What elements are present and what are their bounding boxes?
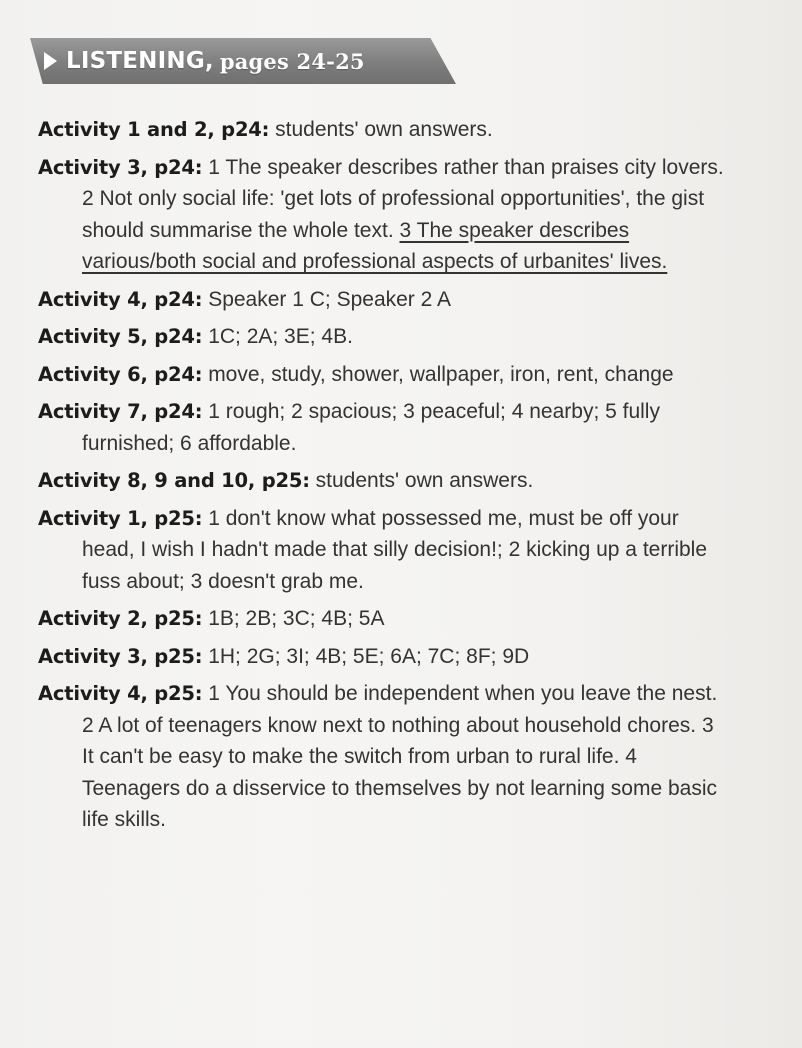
section-header <box>44 46 365 76</box>
activity-label: Activity 4, p25: <box>38 682 203 705</box>
activity-answer: 1C; 2A; 3E; 4B. <box>208 325 353 348</box>
answer-entry <box>38 114 728 146</box>
answer-entry <box>38 603 728 635</box>
activity-label: Activity 3, p25: <box>38 644 203 668</box>
activity-label: Activity 1, p25: <box>38 506 203 530</box>
answer-entry <box>38 641 728 673</box>
activity-answer: students' own answers. <box>275 118 493 141</box>
activity-answer: 1 don't know what possessed me, must be off your head, I wish I hadn't made that silly decision!; 2 kicking up a terrible fuss about; 3 doesn't grab me. <box>82 506 708 593</box>
activity-answer: 1B; 2B; 3C; 4B; 5A <box>208 607 385 630</box>
answer-entry <box>38 503 728 598</box>
answer-entry <box>38 678 728 836</box>
activity-label: Activity 3, p24: <box>38 155 203 179</box>
activity-answer: 1 You should be independent when you leave the nest. 2 A lot of teenagers know next to nothing about household chores. 3 It can't be easy to make the switch from urban to rural life. 4 Teenagers do a disservice to themselves by not learning some basic life skills. <box>82 682 718 831</box>
activity-answer: 1 rough; 2 spacious; 3 peaceful; 4 nearby; 5 fully furnished; 6 affordable. <box>82 400 660 455</box>
answer-list <box>38 114 728 842</box>
activity-answer: move, study, shower, wallpaper, iron, rent, change <box>208 362 674 386</box>
activity-label: Activity 1 and 2, p24: <box>38 118 270 141</box>
activity-answer: Speaker 1 C; Speaker 2 A <box>208 287 451 311</box>
answer-entry <box>38 465 728 497</box>
answer-entry <box>38 359 728 391</box>
activity-answer: 1 The speaker describes rather than praises city lovers. 2 Not only social life: 'get lots of professional opportunities', the gist should summarise the whole text. <box>82 155 724 242</box>
answer-entry <box>38 321 728 353</box>
play-arrow-icon <box>44 52 57 70</box>
activity-label: Activity 4, p24: <box>38 287 203 311</box>
activity-label: Activity 6, p24: <box>38 362 203 386</box>
answer-entry <box>38 284 728 316</box>
activity-label: Activity 8, 9 and 10, p25: <box>38 469 310 492</box>
activity-label: Activity 2, p25: <box>38 607 203 630</box>
activity-answer: 1H; 2G; 3I; 4B; 5E; 6A; 7C; 8F; 9D <box>208 644 530 668</box>
section-title: LISTENING, <box>66 48 214 74</box>
section-pages: pages 24-25 <box>219 48 365 74</box>
answer-entry <box>38 152 728 278</box>
activity-label: Activity 7, p24: <box>38 400 203 423</box>
activity-answer: students' own answers. <box>315 469 534 492</box>
activity-answer-underlined: 3 The speaker describes various/both social and professional aspects of urbanites' lives. <box>82 218 668 273</box>
answer-entry <box>38 396 728 459</box>
activity-label: Activity 5, p24: <box>38 325 203 348</box>
